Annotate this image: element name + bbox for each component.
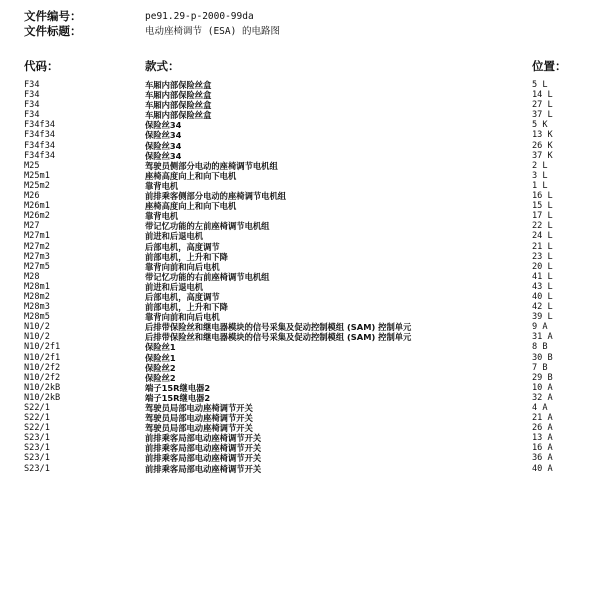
row-position: 40 L	[532, 291, 553, 302]
row-description: 保险丝34	[145, 140, 182, 151]
row-position: 5 L	[532, 80, 548, 90]
row-position: 40 A	[532, 463, 553, 474]
row-description: 带记忆功能的左前座椅调节电机组	[145, 221, 270, 232]
table-row	[24, 221, 584, 231]
row-code: N10/2f2	[24, 372, 61, 383]
table-row	[24, 423, 584, 433]
row-position: 29 B	[532, 372, 553, 383]
column-header-description: 款式：	[145, 59, 180, 73]
row-description: 驾驶员侧部分电动的座椅调节电机组	[145, 160, 278, 171]
table-body	[24, 80, 584, 474]
row-description: 座椅高度向上和向下电机	[145, 201, 237, 212]
table-row	[24, 90, 584, 100]
row-position: 42 L	[532, 302, 553, 313]
row-description: 保险丝2	[145, 372, 176, 383]
table-row	[24, 363, 584, 373]
row-position: 8 B	[532, 342, 548, 353]
row-description: 后部电机，高度调节	[145, 241, 220, 252]
row-code: M28	[24, 271, 40, 282]
row-description: 车厢内部保险丝盒	[145, 110, 212, 121]
row-position: 13 A	[532, 433, 553, 444]
table-row	[24, 262, 584, 272]
row-description: 靠背电机	[145, 180, 179, 191]
row-description: 驾驶员局部电动座椅调节开关	[145, 403, 253, 413]
table-row	[24, 211, 584, 221]
row-description: 靠背向前和向后电机	[145, 261, 220, 272]
table-row	[24, 272, 584, 282]
row-code: M27m5	[24, 261, 50, 272]
row-code: N10/2kB	[24, 392, 61, 403]
table-header	[24, 58, 584, 74]
table-row	[24, 312, 584, 322]
row-code: F34f34	[24, 130, 56, 141]
row-code: M28m5	[24, 312, 50, 323]
row-description: 前排乘客局部电动座椅调节开关	[145, 453, 262, 464]
row-code: M25	[24, 160, 40, 171]
row-description: 驾驶员局部电动座椅调节开关	[145, 413, 253, 424]
row-description: 前部电机，上升和下降	[145, 302, 228, 313]
row-description: 前排乘客局部电动座椅调节开关	[145, 433, 262, 444]
row-code: S23/1	[24, 443, 50, 454]
table-row	[24, 403, 584, 413]
row-code: N10/2f1	[24, 342, 61, 353]
table-row	[24, 383, 584, 393]
table-row	[24, 161, 584, 171]
row-position: 2 L	[532, 160, 548, 171]
row-description: 靠背向前和向后电机	[145, 312, 220, 323]
table-row	[24, 373, 584, 383]
table-row	[24, 151, 584, 161]
row-code: F34f34	[24, 120, 56, 131]
row-position: 22 L	[532, 221, 553, 232]
row-position: 1 L	[532, 180, 548, 191]
row-position: 15 L	[532, 201, 553, 212]
row-position: 30 B	[532, 352, 553, 363]
row-code: M28m1	[24, 281, 50, 292]
row-description: 车厢内部保险丝盒	[145, 80, 212, 90]
row-code: M28m2	[24, 291, 50, 302]
row-code: M26	[24, 191, 40, 202]
table-row	[24, 322, 584, 332]
row-code: F34	[24, 110, 40, 121]
row-description: 保险丝34	[145, 130, 182, 141]
row-description: 端子15R继电器2	[145, 392, 211, 403]
row-code: F34f34	[24, 140, 56, 151]
row-description: 后排带保险丝和继电器模块的信号采集及促动控制模组 (SAM) 控制单元	[145, 332, 412, 343]
table-row	[24, 171, 584, 181]
row-code: N10/2f1	[24, 352, 61, 363]
row-description: 座椅高度向上和向下电机	[145, 170, 237, 181]
doc-title-row	[24, 24, 584, 39]
row-position: 32 A	[532, 392, 553, 403]
row-position: 39 L	[532, 312, 553, 323]
doc-number-row	[24, 9, 584, 24]
row-description: 端子15R继电器2	[145, 382, 211, 393]
row-description: 保险丝34	[145, 150, 182, 161]
row-position: 23 L	[532, 251, 553, 262]
table-row	[24, 110, 584, 120]
row-description: 保险丝1	[145, 352, 176, 363]
table-row	[24, 201, 584, 211]
table-row	[24, 332, 584, 342]
row-position: 16 L	[532, 191, 553, 202]
row-position: 17 L	[532, 211, 553, 222]
row-position: 3 L	[532, 170, 548, 181]
document	[24, 9, 584, 474]
row-description: 前排乘客侧部分电动的座椅调节电机组	[145, 191, 287, 202]
column-header-position: 位置：	[532, 59, 567, 73]
table-row	[24, 443, 584, 453]
row-code: M27	[24, 221, 40, 232]
doc-number-value: pe91.29-p-2000-99da	[145, 11, 254, 22]
row-position: 13 K	[532, 130, 553, 141]
row-code: M26m2	[24, 211, 50, 222]
row-code: F34	[24, 80, 40, 90]
row-description: 驾驶员局部电动座椅调节开关	[145, 423, 253, 434]
row-code: S23/1	[24, 433, 50, 444]
table-row	[24, 141, 584, 151]
row-position: 24 L	[532, 231, 553, 242]
row-position: 10 A	[532, 382, 553, 393]
table-row	[24, 413, 584, 423]
table-row	[24, 80, 584, 90]
row-position: 21 A	[532, 413, 553, 424]
table-row	[24, 252, 584, 262]
table-row	[24, 292, 584, 302]
table-row	[24, 191, 584, 201]
table-row	[24, 231, 584, 241]
table-row	[24, 282, 584, 292]
row-code: F34	[24, 100, 40, 111]
row-position: 26 K	[532, 140, 553, 151]
row-code: N10/2kB	[24, 382, 61, 393]
table-row	[24, 453, 584, 463]
row-description: 后排带保险丝和继电器模块的信号采集及促动控制模组 (SAM) 控制单元	[145, 322, 412, 333]
row-code: M27m3	[24, 251, 50, 262]
row-code: M27m2	[24, 241, 50, 252]
row-code: N10/2f2	[24, 362, 61, 373]
table-row	[24, 353, 584, 363]
row-position: 31 A	[532, 332, 553, 343]
row-code: M27m1	[24, 231, 50, 242]
row-code: M25m1	[24, 170, 50, 181]
row-description: 车厢内部保险丝盒	[145, 90, 212, 101]
row-position: 20 L	[532, 261, 553, 272]
row-description: 车厢内部保险丝盒	[145, 100, 212, 111]
row-description: 前排乘客局部电动座椅调节开关	[145, 463, 262, 474]
row-description: 保险丝34	[145, 120, 182, 131]
row-description: 后部电机，高度调节	[145, 291, 220, 302]
row-position: 37 L	[532, 110, 553, 121]
table-row	[24, 120, 584, 130]
row-description: 带记忆功能的右前座椅调节电机组	[145, 271, 270, 282]
column-header-code: 代码：	[24, 59, 59, 73]
row-position: 37 K	[532, 150, 553, 161]
row-code: S23/1	[24, 453, 50, 464]
row-code: M28m3	[24, 302, 50, 313]
row-code: M26m1	[24, 201, 50, 212]
row-description: 前排乘客局部电动座椅调节开关	[145, 443, 262, 454]
doc-number-label: 文件编号：	[24, 9, 82, 23]
row-position: 5 K	[532, 120, 548, 131]
row-code: S23/1	[24, 463, 50, 474]
row-position: 9 A	[532, 322, 548, 333]
doc-title-label: 文件标题：	[24, 24, 82, 38]
row-code: F34f34	[24, 150, 56, 161]
row-position: 4 A	[532, 403, 548, 413]
row-description: 前部电机，上升和下降	[145, 251, 228, 262]
row-code: M25m2	[24, 180, 50, 191]
row-description: 靠背电机	[145, 211, 179, 222]
row-position: 27 L	[532, 100, 553, 111]
table-row	[24, 342, 584, 352]
table-row	[24, 464, 584, 474]
row-description: 保险丝2	[145, 362, 176, 373]
row-position: 36 A	[532, 453, 553, 464]
row-code: N10/2	[24, 322, 50, 333]
table-row	[24, 130, 584, 140]
table-row	[24, 242, 584, 252]
table-row	[24, 393, 584, 403]
table-row	[24, 302, 584, 312]
row-code: S22/1	[24, 403, 50, 413]
row-position: 26 A	[532, 423, 553, 434]
row-description: 前进和后退电机	[145, 231, 204, 242]
row-position: 14 L	[532, 90, 553, 101]
row-position: 41 L	[532, 271, 553, 282]
row-code: F34	[24, 90, 40, 101]
row-position: 21 L	[532, 241, 553, 252]
row-description: 前进和后退电机	[145, 281, 204, 292]
row-code: S22/1	[24, 423, 50, 434]
row-position: 43 L	[532, 281, 553, 292]
row-description: 保险丝1	[145, 342, 176, 353]
row-code: S22/1	[24, 413, 50, 424]
row-code: N10/2	[24, 332, 50, 343]
table-row	[24, 181, 584, 191]
doc-title-value: 电动座椅调节 (ESA) 的电路图	[145, 26, 281, 37]
row-position: 7 B	[532, 362, 548, 373]
table-row	[24, 100, 584, 110]
table-row	[24, 433, 584, 443]
row-position: 16 A	[532, 443, 553, 454]
